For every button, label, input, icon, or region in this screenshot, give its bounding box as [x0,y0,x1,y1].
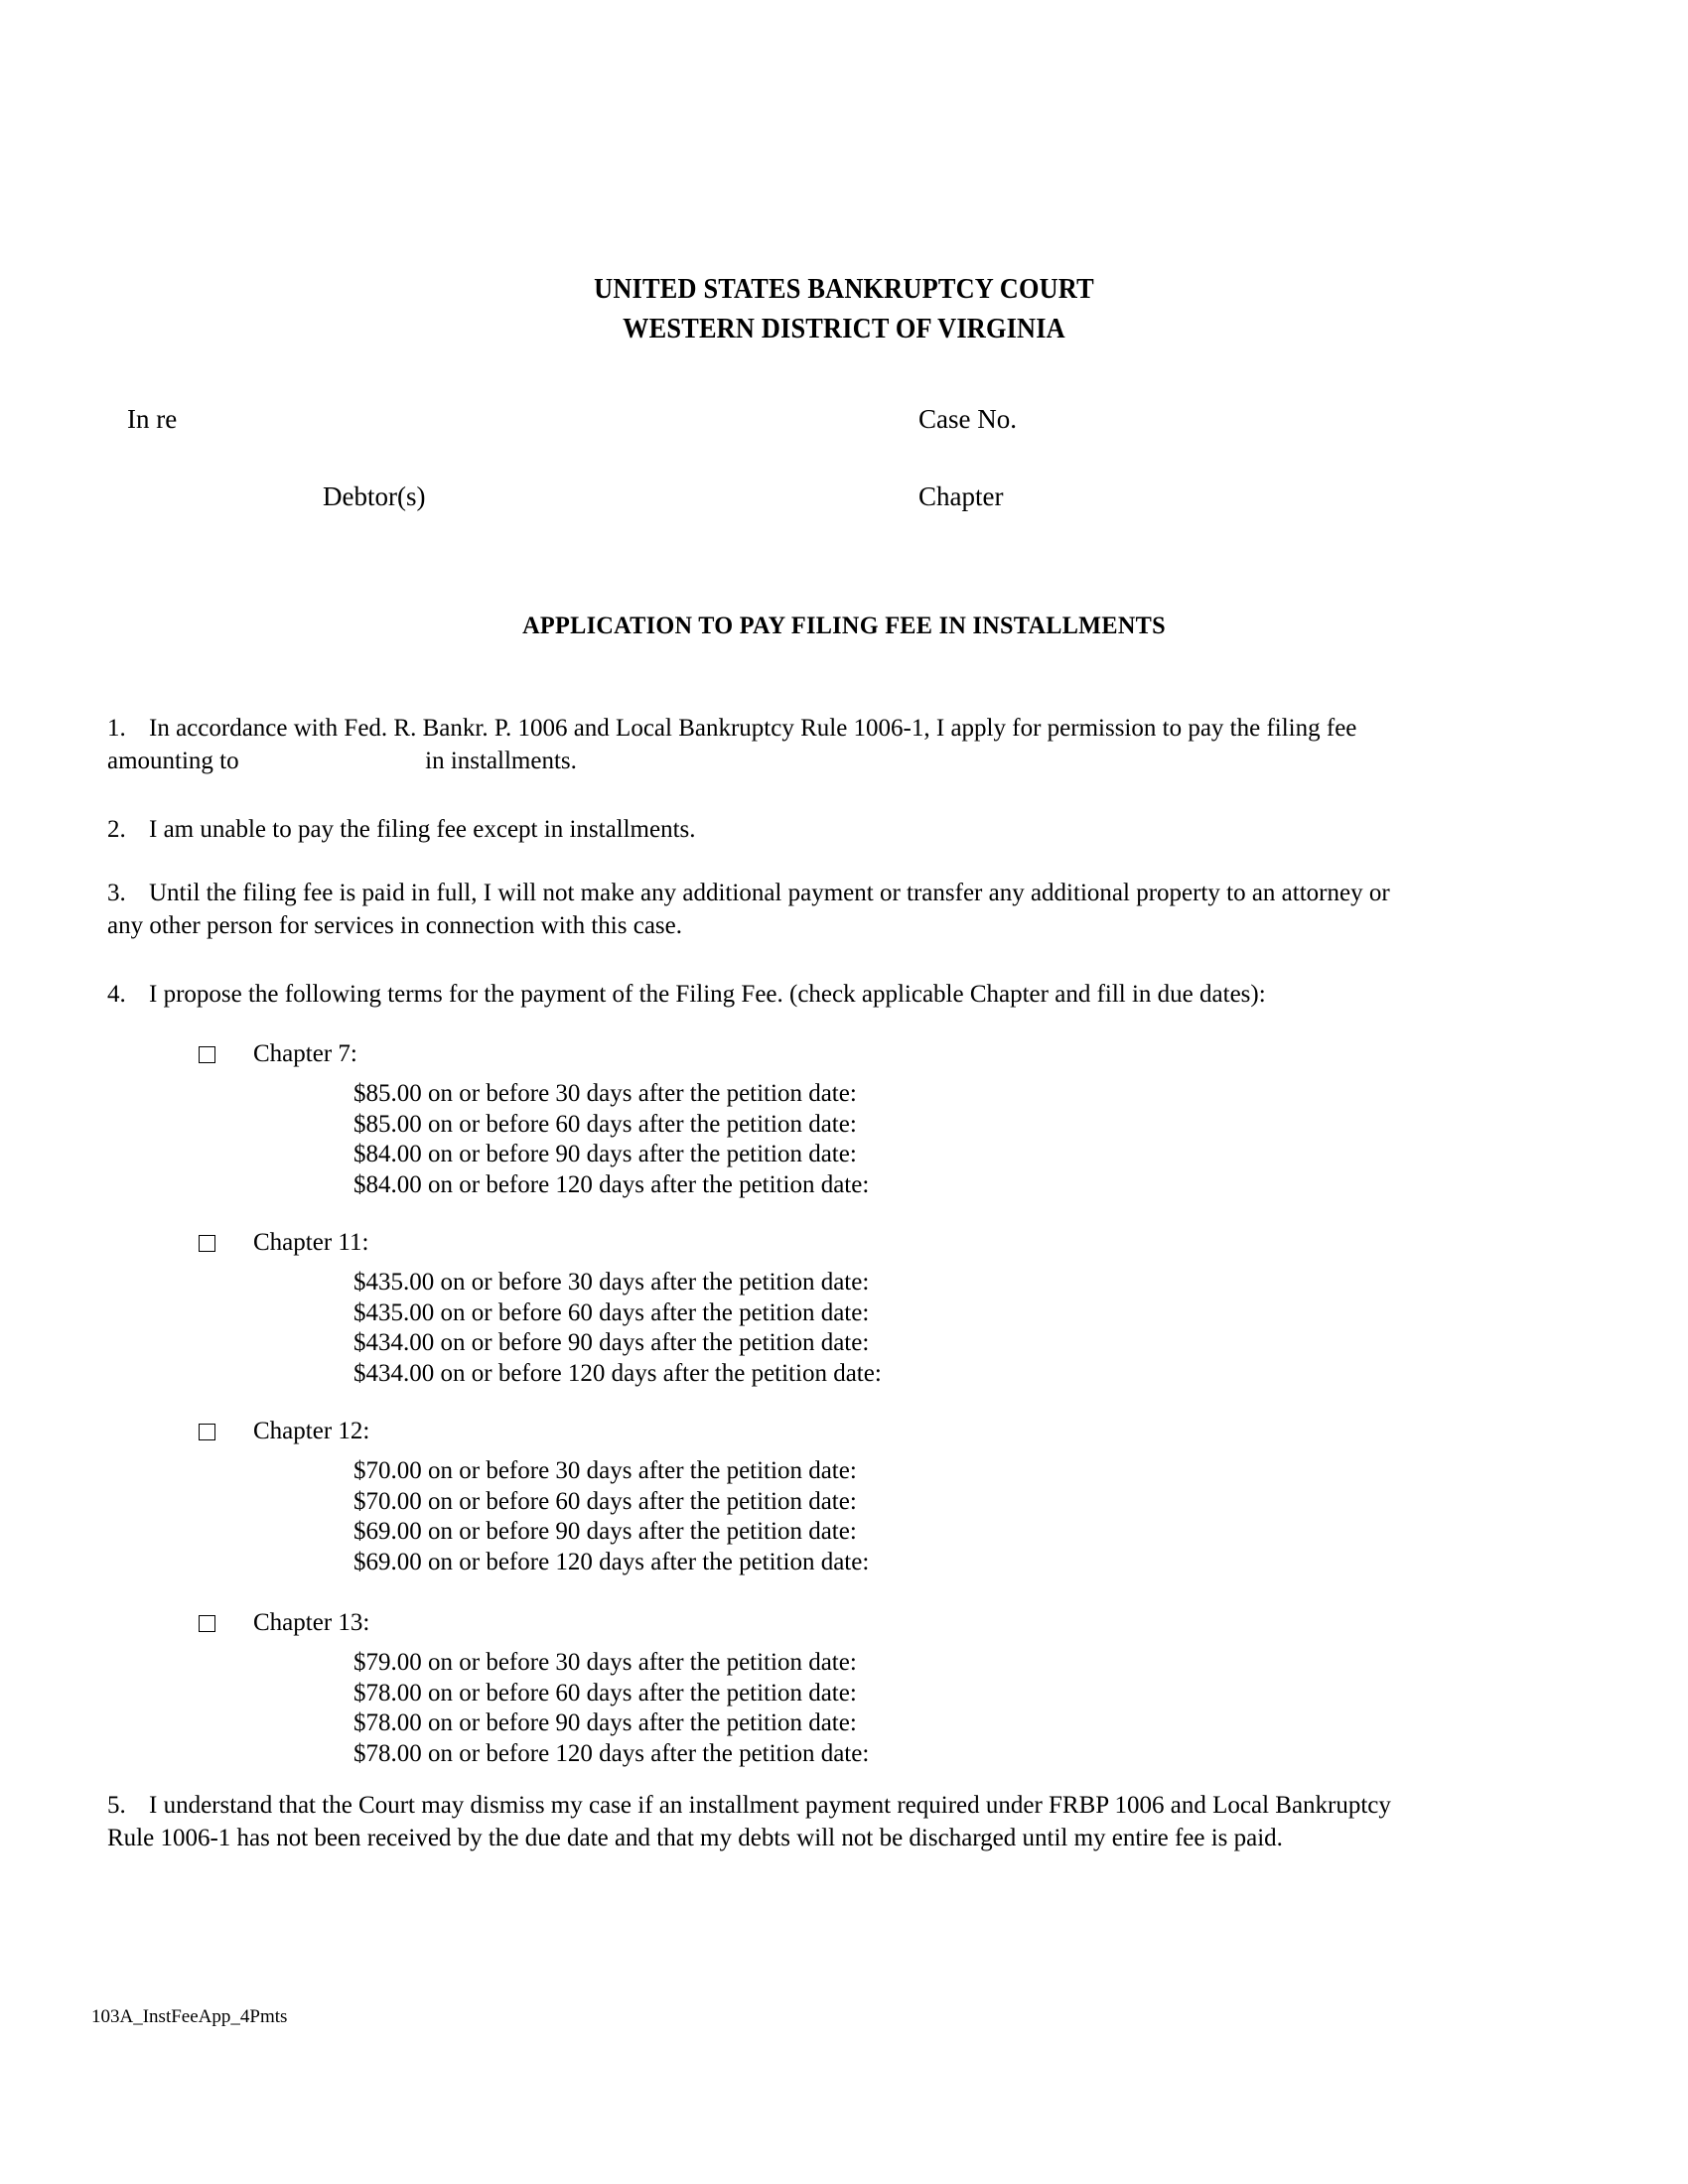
chapter-option-block [199,1606,1489,1769]
paragraph-5-number: 5. [107,1792,126,1819]
installment-line: $84.00 on or before 120 days after the petition date: [353,1170,870,1198]
paragraph-5-line-1 [107,1789,1591,1822]
case-number-label: Case No. [918,404,1017,434]
paragraph-4 [107,978,1591,1011]
paragraph-5 [107,1789,1591,1854]
installment-line: $70.00 on or before 30 days after the petition date: [353,1457,857,1484]
paragraph-3 [107,877,1591,942]
installment-line: $85.00 on or before 60 days after the petition date: [353,1110,857,1138]
installment-line: $78.00 on or before 120 days after the petition date: [353,1739,870,1767]
paragraph-2 [107,813,1591,846]
paragraph-1-line-1 [107,712,1591,745]
case-caption [0,402,1688,521]
page-title: APPLICATION TO PAY FILING FEE IN INSTALLMENTS [522,613,1166,639]
chapter-7-label: Chapter 7: [253,1040,357,1067]
paragraph-3-line-2: any other person for services in connection with this case. [107,912,682,939]
chapter-11-installments [353,1268,1489,1389]
chapter-12-installments [353,1456,1489,1577]
paragraph-4-number: 4. [107,981,126,1008]
debtor-label: Debtor(s) [323,481,426,511]
installment-line: $434.00 on or before 120 days after the petition date: [353,1359,882,1387]
form-code-footer: 103A_InstFeeApp_4Pmts [91,2006,288,2027]
chapter-option-header [199,1226,1489,1266]
chapter-11-checkbox[interactable] [199,1235,215,1252]
chapter-option-block [199,1226,1489,1389]
chapter-13-label: Chapter 13: [253,1609,370,1636]
paragraph-2-line-1 [107,813,1591,846]
installment-line: $435.00 on or before 60 days after the petition date: [353,1298,870,1326]
chapter-7-installments [353,1079,1489,1200]
chapter-13-checkbox[interactable] [199,1615,215,1632]
paragraph-3-line-1 [107,877,1591,909]
installment-line: $84.00 on or before 90 days after the petition date: [353,1141,857,1167]
chapter-12-checkbox[interactable] [199,1424,215,1440]
paragraph-2-text-1: I am unable to pay the filing fee except in installments. [149,816,696,843]
installment-line: $79.00 on or before 30 days after the petition date: [353,1649,857,1676]
installment-line: $85.00 on or before 30 days after the petition date: [353,1080,857,1107]
chapter-label: Chapter [918,481,1004,511]
paragraph-4-line-1 [107,978,1591,1011]
chapter-option-header [199,1415,1489,1454]
paragraph-1-text-1: In accordance with Fed. R. Bankr. P. 1006 and Local Bankruptcy Rule 1006-1, I apply for permission to pay the filing fee [149,715,1357,742]
court-name-line: UNITED STATES BANKRUPTCY COURT [594,274,1094,305]
installment-line: $69.00 on or before 120 days after the petition date: [353,1548,870,1575]
chapter-13-installments [353,1648,1489,1769]
chapter-option-header [199,1606,1489,1646]
chapter-option-block [199,1037,1489,1200]
court-district-line: WESTERN DISTRICT OF VIRGINIA [623,314,1065,344]
paragraph-1-line-2: amounting to in installments. [107,748,577,774]
court-heading [51,270,1637,349]
paragraph-4-text-1: I propose the following terms for the payment of the Filing Fee. (check applicable Chapter and fill in due dates): [149,981,1266,1008]
paragraph-1 [107,712,1591,777]
paragraph-3-number: 3. [107,880,126,906]
chapter-11-label: Chapter 11: [253,1229,369,1256]
chapter-option-block [199,1415,1489,1577]
installment-line: $78.00 on or before 60 days after the petition date: [353,1679,857,1706]
paragraph-5-line-2: Rule 1006-1 has not been received by the due date and that my debts will not be discharged until my entire fee is paid. [107,1825,1283,1851]
paragraph-2-number: 2. [107,816,126,843]
paragraph-1-number: 1. [107,715,126,742]
chapter-12-label: Chapter 12: [253,1418,370,1444]
installment-line: $434.00 on or before 90 days after the petition date: [353,1329,870,1356]
installment-line: $70.00 on or before 60 days after the petition date: [353,1487,857,1515]
chapter-option-header [199,1037,1489,1077]
installment-line: $435.00 on or before 30 days after the petition date: [353,1269,870,1296]
installment-line: $69.00 on or before 90 days after the petition date: [353,1518,857,1545]
paragraph-3-text-1: Until the filing fee is paid in full, I will not make any additional payment or transfer any additional property to an attorney or [149,880,1390,906]
chapter-7-checkbox[interactable] [199,1046,215,1063]
installment-line: $78.00 on or before 90 days after the petition date: [353,1709,857,1736]
paragraph-5-text-1: I understand that the Court may dismiss my case if an installment payment required under FRBP 1006 and Local Bankruptcy [149,1792,1391,1819]
in-re-label: In re [127,404,178,434]
